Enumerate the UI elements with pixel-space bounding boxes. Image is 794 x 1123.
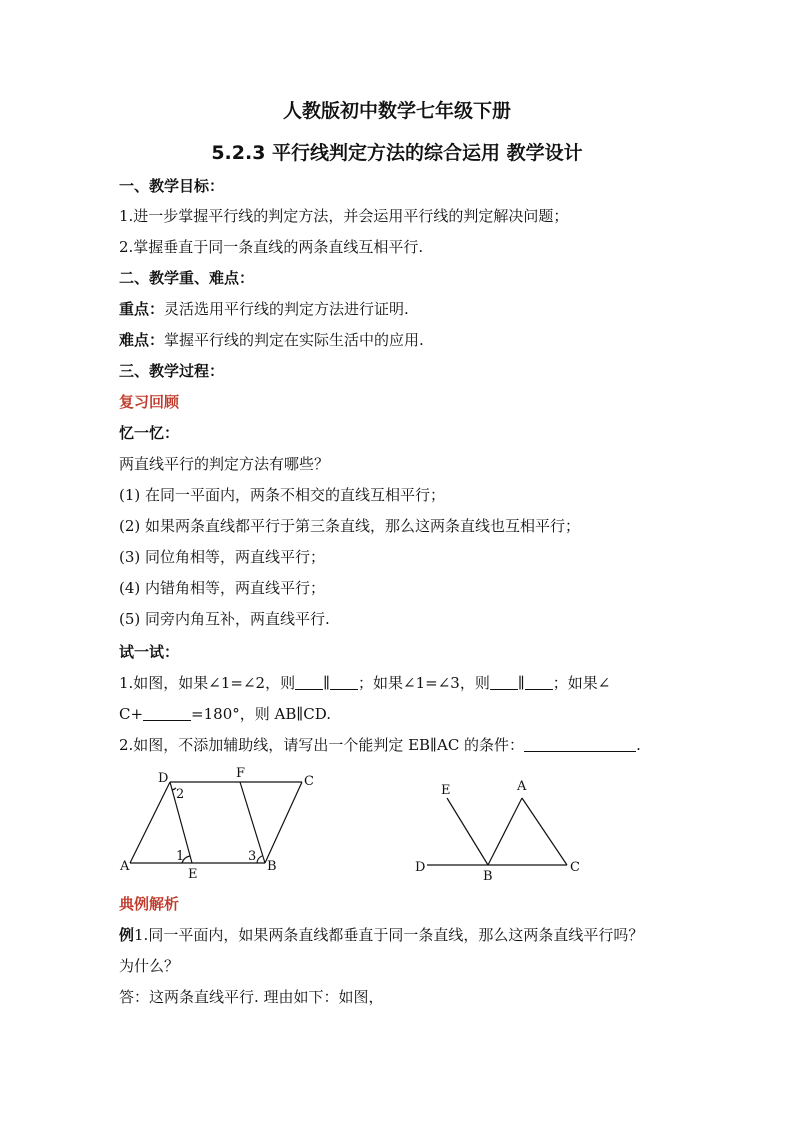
- point-label-c: C: [570, 860, 580, 875]
- difficulty-line: [119, 329, 424, 351]
- point-label-b: B: [267, 859, 277, 874]
- question-1-line-1: 1.如图，如果∠1=∠2，则 ∥ ；如果∠1=∠3，则 ∥ ；如果∠: [119, 674, 611, 692]
- difficulty-label: 难点：: [119, 331, 165, 349]
- example-1-line-1: 例1.同一平面内，如果两条直线都垂直于同一条直线，那么这两条直线平行吗？: [119, 926, 644, 944]
- point-label-c: C: [304, 774, 314, 789]
- answer-blank[interactable]: [295, 674, 323, 690]
- answer-blank[interactable]: [330, 674, 358, 690]
- point-label-e: E: [441, 783, 451, 798]
- segment-cb: [265, 782, 302, 863]
- review-label: 复习回顾: [119, 393, 180, 411]
- difficulty-text: 掌握平行线的判定在实际生活中的应用.: [164, 331, 424, 349]
- question-2: 2.如图，不添加辅助线，请写出一个能判定 EB∥AC 的条件： .: [119, 736, 641, 754]
- point-label-f: F: [236, 766, 246, 781]
- point-label-a: A: [120, 859, 130, 874]
- angle-label-3: 3: [248, 849, 257, 864]
- recall-label: 忆一忆：: [119, 424, 180, 442]
- objective-item: 2.掌握垂直于同一条直线的两条直线互相平行.: [119, 238, 424, 256]
- try-label: 试一试：: [119, 643, 180, 661]
- figure-parallelogram: [110, 760, 330, 885]
- example-label: 典例解析: [119, 895, 180, 913]
- objectives-heading: 一、教学目标：: [119, 177, 225, 195]
- document-title: 人教版初中数学七年级下册: [282, 100, 511, 122]
- example-1-line-2: 为什么？: [119, 957, 180, 975]
- focus-line: [119, 298, 409, 320]
- point-label-a: A: [517, 779, 527, 794]
- point-label-d: D: [158, 771, 169, 786]
- answer-blank[interactable]: [525, 674, 553, 690]
- angle-label-1: 1: [176, 849, 185, 864]
- point-label-b: B: [483, 869, 493, 884]
- answer-line: 答：这两条直线平行. 理由如下：如图，: [119, 988, 384, 1006]
- method-item: (1) 在同一平面内，两条不相交的直线互相平行；: [119, 486, 446, 504]
- document-subtitle: 5.2.3 平行线判定方法的综合运用 教学设计: [211, 142, 583, 164]
- segment-ad: [130, 782, 170, 863]
- angle-3-arc: [257, 856, 262, 863]
- method-item: (2) 如果两条直线都平行于第三条直线，那么这两条直线也互相平行；: [119, 517, 581, 535]
- focus-label: 重点：: [119, 300, 165, 318]
- segment-ba: [488, 798, 522, 865]
- question-1-line-2: C+ =180°，则 AB∥CD.: [119, 705, 332, 723]
- figure-triangle: [405, 770, 595, 885]
- segment-eb: [447, 798, 488, 865]
- process-heading: 三、教学过程：: [119, 362, 225, 380]
- method-item: (4) 内错角相等，两直线平行；: [119, 579, 326, 597]
- answer-blank[interactable]: [524, 736, 636, 752]
- point-label-d: D: [415, 860, 426, 875]
- answer-blank[interactable]: [490, 674, 518, 690]
- method-item: (5) 同旁内角互补，两直线平行.: [119, 610, 330, 628]
- recall-question: 两直线平行的判定方法有哪些？: [119, 455, 330, 473]
- point-label-e: E: [188, 867, 198, 882]
- answer-blank[interactable]: [143, 705, 191, 721]
- segment-ac: [522, 798, 567, 865]
- focus-text: 灵活选用平行线的判定方法进行证明.: [164, 300, 409, 318]
- objective-item: 1.进一步掌握平行线的判定方法，并会运用平行线的判定解决问题；: [119, 207, 569, 225]
- angle-label-2: 2: [176, 787, 185, 802]
- keypoints-heading: 二、教学重、难点：: [119, 269, 255, 287]
- method-item: (3) 同位角相等，两直线平行；: [119, 548, 326, 566]
